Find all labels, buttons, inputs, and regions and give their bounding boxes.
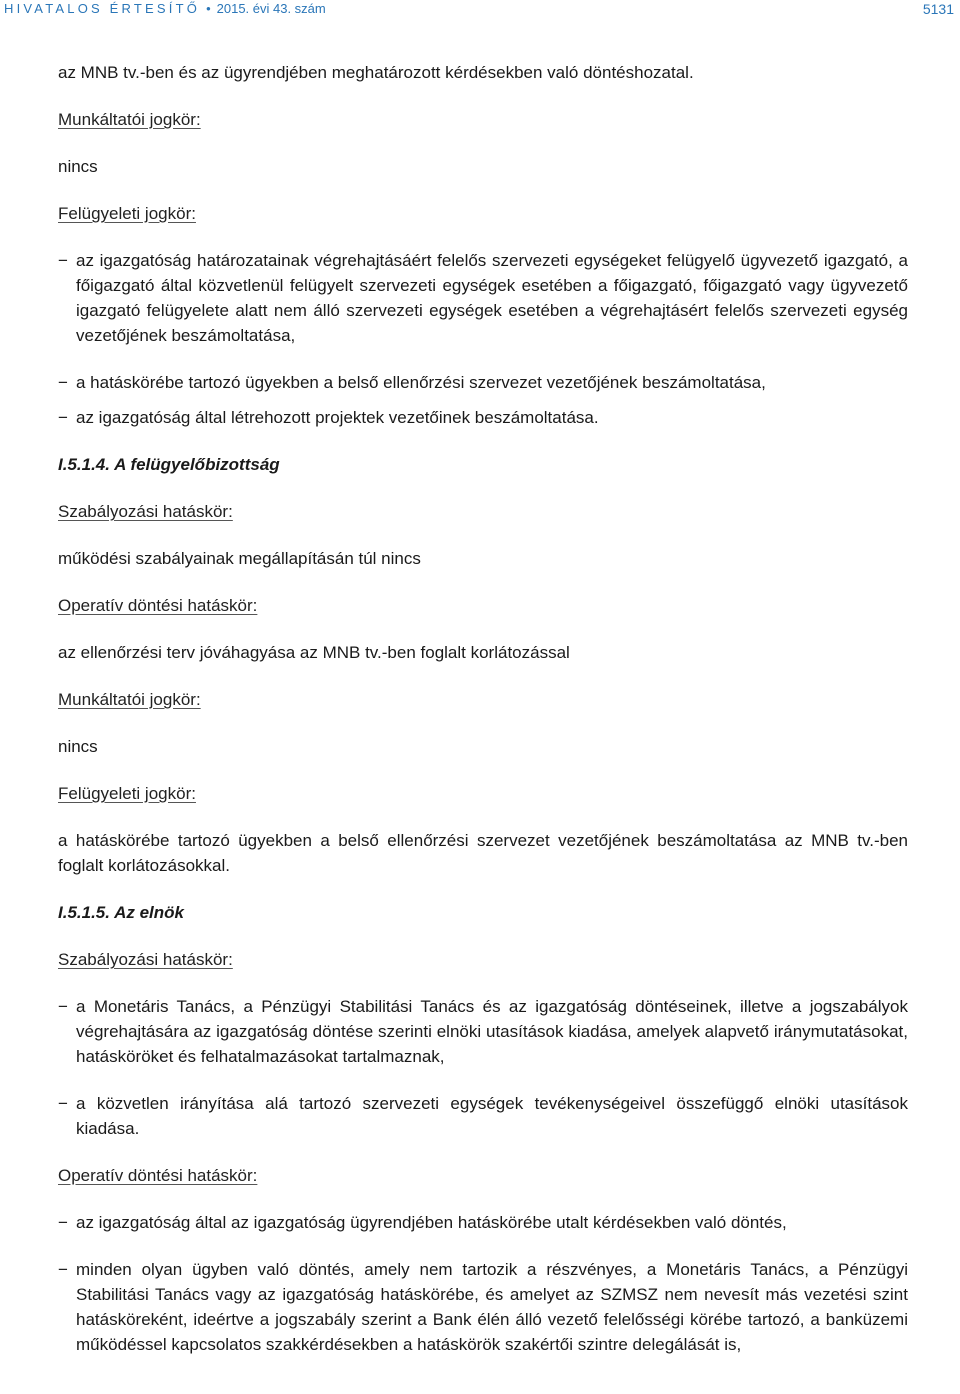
heading-operative-authority: Operatív döntési hatáskör:: [58, 1166, 258, 1185]
publication-title: HIVATALOS ÉRTESÍTŐ: [4, 1, 201, 16]
list-item: − a Monetáris Tanács, a Pénzügyi Stabilitási Tanács és az igazgatóság döntéseinek, illetve a jogszabályok végrehajtására az igazgatóság döntése szerinti elnöki utasítások kiadása, amelyek alapvető iránymutatásokat, hatásköröket és felhatalmazásokat tartalmaznak,: [58, 994, 908, 1069]
paragraph: nincs: [58, 157, 98, 176]
page-header: [0, 0, 960, 22]
paragraph: működési szabályainak megállapításán túl nincs: [58, 549, 421, 568]
list-item: − az igazgatóság által létrehozott projektek vezetőinek beszámoltatása.: [58, 405, 908, 430]
paragraph: nincs: [58, 737, 98, 756]
heading-operative-authority: Operatív döntési hatáskör:: [58, 596, 258, 615]
heading-supervisory-rights: Felügyeleti jogkör:: [58, 784, 196, 803]
publication-info: [4, 0, 326, 18]
list-item: − a hatáskörébe tartozó ügyekben a belső ellenőrzési szervezet vezetőjének beszámoltatása,: [58, 370, 908, 395]
section-title: I.5.1.5. Az elnök: [58, 903, 184, 922]
heading-regulatory-authority: Szabályozási hatáskör:: [58, 950, 233, 969]
list-item: − minden olyan ügyben való döntés, amely nem tartozik a részvényes, a Monetáris Tanács, a Pénzügyi Stabilitási Tanács vagy az igazgatóság hatáskörébe, és amelyet az SZMSZ nem nevesít más vezetési szint hatásköreként, ideértve a jogszabály szerint a Bank élén álló vezető felelősségi körébe tartozó, a banküzemi működéssel kapcsolatos szakkérdésekben a hatáskörök szakértői szintre delegálását is,: [58, 1257, 908, 1357]
list-item: − az igazgatóság határozatainak végrehajtásáért felelős szervezeti egységeket felügyelő ügyvezető igazgató, a főigazgató által közvetlenül felügyelt szervezeti egységek esetében a főigazgató, főigazgató vagy ügyvezető igazgató felügyelete alatt nem álló szervezeti egységek esetében a végrehajtásért felelős szervezeti egység vezetőjének beszámoltatása,: [58, 248, 908, 348]
issue-label: 2015. évi 43. szám: [216, 1, 326, 16]
heading-employer-rights: Munkáltatói jogkör:: [58, 110, 201, 129]
paragraph: az ellenőrzési terv jóváhagyása az MNB tv.-ben foglalt korlátozással: [58, 643, 570, 662]
page-number: 5131: [922, 1, 954, 17]
paragraph: a hatáskörébe tartozó ügyekben a belső ellenőrzési szervezet vezetőjének beszámoltatása az MNB tv.-ben foglalt korlátozásokkal.: [58, 831, 908, 875]
section-title: I.5.1.4. A felügyelőbizottság: [58, 455, 280, 474]
header-bullet: •: [206, 1, 211, 16]
list-item: − az igazgatóság által az igazgatóság ügyrendjében hatáskörébe utalt kérdésekben való döntés,: [58, 1210, 908, 1235]
heading-employer-rights: Munkáltatói jogkör:: [58, 690, 201, 709]
document-body: [58, 60, 908, 1357]
heading-regulatory-authority: Szabályozási hatáskör:: [58, 502, 233, 521]
list-item: − a közvetlen irányítása alá tartozó szervezeti egységek tevékenységeivel összefüggő elnöki utasítások kiadása.: [58, 1091, 908, 1141]
heading-supervisory-rights: Felügyeleti jogkör:: [58, 204, 196, 223]
paragraph: az MNB tv.-ben és az ügyrendjében meghatározott kérdésekben való döntéshozatal.: [58, 63, 694, 82]
